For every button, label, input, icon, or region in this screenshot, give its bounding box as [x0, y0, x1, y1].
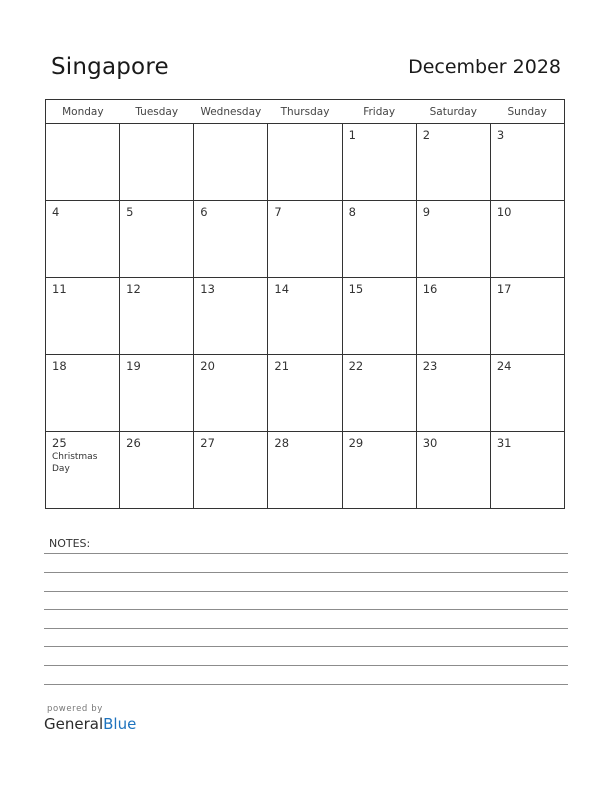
note-line: [44, 572, 568, 573]
calendar-week-row: [46, 432, 565, 509]
weekday-header-row: [46, 100, 565, 124]
day-cell: [46, 278, 120, 355]
calendar-week-row: [46, 124, 565, 201]
note-line: [44, 646, 568, 647]
brand-name-blue: Blue: [103, 715, 137, 733]
day-number: 21: [274, 359, 290, 373]
day-cell: [194, 355, 268, 432]
calendar-week-row: [46, 201, 565, 278]
empty-day-cell: [46, 124, 120, 201]
day-number: 5: [126, 205, 134, 219]
day-cell: [342, 432, 416, 509]
note-line: [44, 665, 568, 666]
day-cell: [268, 201, 342, 278]
day-cell: [342, 124, 416, 201]
day-cell: [46, 201, 120, 278]
day-number: 20: [200, 359, 215, 373]
day-cell: [194, 278, 268, 355]
day-cell: [416, 355, 490, 432]
weekday-monday: Monday: [46, 100, 120, 124]
day-number: 6: [200, 205, 208, 219]
day-number: 23: [422, 359, 438, 373]
day-number: 9: [422, 205, 431, 219]
holiday-label: Christmas Day: [52, 452, 98, 474]
day-number: 14: [274, 282, 290, 296]
country-title: Singapore: [51, 54, 169, 80]
day-number: 15: [348, 282, 364, 296]
weekday-wednesday: Wednesday: [194, 100, 268, 124]
day-number: 1: [348, 128, 356, 142]
day-cell: [342, 278, 416, 355]
day-cell: [120, 355, 194, 432]
empty-day-cell: [268, 124, 342, 201]
powered-by-text: powered by: [47, 704, 103, 714]
day-cell: [120, 278, 194, 355]
day-number: 12: [126, 282, 141, 296]
day-cell: [416, 124, 490, 201]
day-number: 13: [200, 282, 215, 296]
day-number: 3: [496, 128, 505, 142]
day-cell: [416, 432, 490, 509]
day-cell: [268, 278, 342, 355]
day-number: 8: [348, 205, 356, 219]
day-number: 25: [52, 436, 67, 450]
day-number: 4: [52, 205, 60, 219]
day-cell: [268, 432, 342, 509]
weekday-friday: Friday: [342, 100, 416, 124]
day-number: 16: [422, 282, 438, 296]
day-cell: [342, 355, 416, 432]
weekday-saturday: Saturday: [416, 100, 490, 124]
day-number: 26: [126, 436, 141, 450]
weekday-tuesday: Tuesday: [120, 100, 194, 124]
note-line: [44, 553, 568, 554]
day-number: 19: [126, 359, 141, 373]
weekday-thursday: Thursday: [268, 100, 342, 124]
day-number: 11: [52, 282, 67, 296]
day-number: 7: [274, 205, 282, 219]
month-calendar-grid: [45, 99, 565, 509]
month-year-title: December 2028: [408, 56, 561, 78]
day-cell: [490, 355, 564, 432]
calendar-week-row: [46, 355, 565, 432]
day-cell: [490, 201, 564, 278]
day-number: 24: [496, 359, 512, 373]
day-number: 18: [52, 359, 67, 373]
note-line: [44, 609, 568, 610]
day-cell: [46, 355, 120, 432]
brand-logo[interactable]: [44, 715, 136, 733]
day-cell: [194, 201, 268, 278]
day-number: 27: [200, 436, 215, 450]
empty-day-cell: [120, 124, 194, 201]
weekday-sunday: Sunday: [490, 100, 564, 124]
day-cell: [268, 355, 342, 432]
day-number: 22: [348, 359, 364, 373]
empty-day-cell: [194, 124, 268, 201]
day-cell: [194, 432, 268, 509]
note-line: [44, 684, 568, 685]
day-cell: [416, 278, 490, 355]
calendar-header: [45, 54, 565, 84]
day-cell: [490, 432, 564, 509]
note-line: [44, 591, 568, 592]
day-number: 10: [496, 205, 512, 219]
day-number: 2: [422, 128, 431, 142]
day-number: 30: [422, 436, 438, 450]
day-number: 17: [496, 282, 512, 296]
day-cell: [490, 278, 564, 355]
footer-branding: [44, 704, 136, 733]
day-number: 29: [348, 436, 364, 450]
notes-label: NOTES:: [49, 537, 91, 550]
day-cell: [120, 201, 194, 278]
note-line: [44, 628, 568, 629]
day-cell: [46, 432, 120, 509]
day-cell: [416, 201, 490, 278]
day-number: 28: [274, 436, 290, 450]
day-number: 31: [496, 436, 512, 450]
day-cell: [120, 432, 194, 509]
brand-name-general: General: [44, 715, 104, 733]
day-cell: [342, 201, 416, 278]
calendar-week-row: [46, 278, 565, 355]
calendar-body: [46, 124, 565, 509]
day-cell: [490, 124, 564, 201]
